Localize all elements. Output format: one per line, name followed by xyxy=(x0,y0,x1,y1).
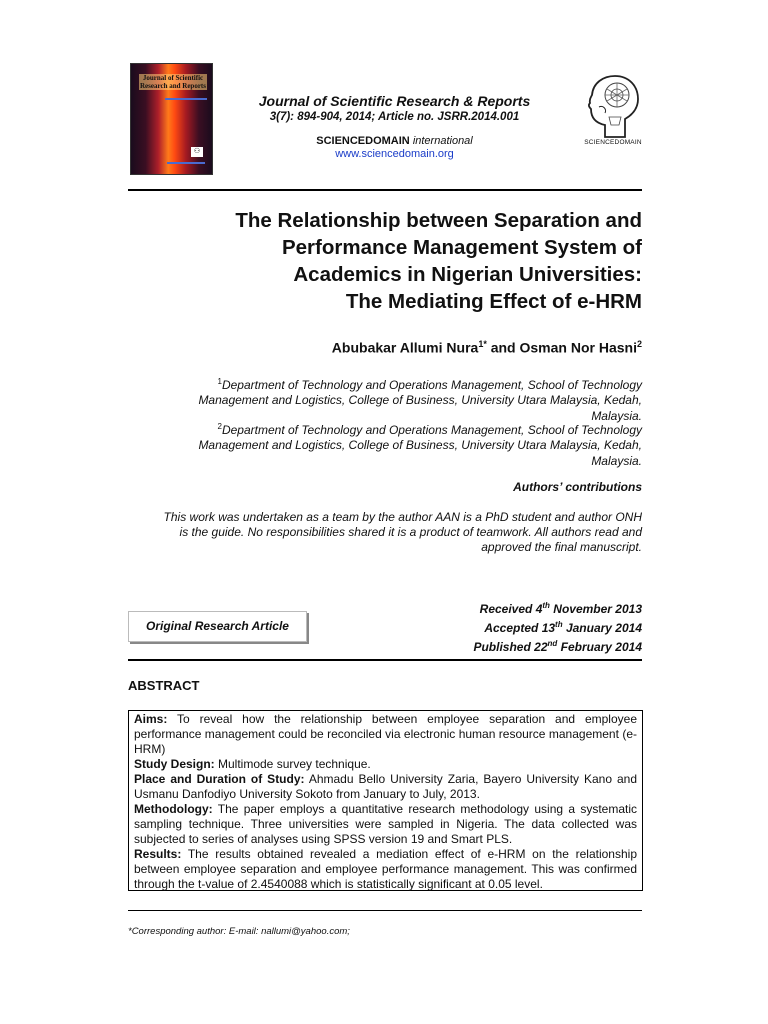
affiliation-line: Malaysia. xyxy=(591,453,642,468)
date-ordinal: th xyxy=(542,601,550,610)
publisher xyxy=(232,135,557,148)
date-text: February 2014 xyxy=(557,640,642,654)
journal-name: Journal of Scientific Research & Reports xyxy=(258,93,531,109)
author-affil-marker: 1* xyxy=(478,339,487,349)
affiliation xyxy=(150,374,642,424)
cover-logo-icon: ⚇ xyxy=(191,147,203,157)
header-rule xyxy=(128,189,642,191)
date-text: Published 22 xyxy=(473,640,548,654)
cover-title xyxy=(139,74,207,90)
abstract-design xyxy=(134,757,637,772)
abstract-label: Results: xyxy=(134,847,182,861)
corresponding-author-footnote: *Corresponding author: E-mail: nallumi@yahoo.com; xyxy=(128,926,350,937)
publication-dates xyxy=(400,598,642,655)
contributions-line: approved the final manuscript. xyxy=(481,540,642,554)
cover-divider xyxy=(167,162,205,164)
author-list xyxy=(200,339,642,356)
abstract-aims xyxy=(134,712,637,757)
affiliation-line: Malaysia. xyxy=(591,408,642,423)
abstract-text: The results obtained revealed a mediation effect of e-HRM on the relationship between employee separation and employee performance management. This was confirmed through the t-value of 2.4540088 which is statistically significant at 0.05 level. xyxy=(134,847,637,891)
abstract-label: Place and Duration of Study: xyxy=(134,772,305,786)
cover-title-line2: Research and Reports xyxy=(140,82,206,90)
published-date xyxy=(400,636,642,655)
abstract-methodology xyxy=(134,802,637,847)
author-affil-marker: 2 xyxy=(636,339,642,349)
affiliation-line xyxy=(150,419,642,438)
affiliation-line: Management and Logistics, College of Business, University Utara Malaysia, Kedah, xyxy=(198,438,642,453)
title-line: The Relationship between Separation and xyxy=(235,209,642,232)
abstract-heading: ABSTRACT xyxy=(128,678,200,693)
abstract-text: Multimode survey technique. xyxy=(214,757,371,771)
journal-website-link[interactable]: www.sciencedomain.org xyxy=(335,148,454,160)
publisher-suffix: international xyxy=(412,135,473,147)
affiliation-line: Management and Logistics, College of Business, University Utara Malaysia, Kedah, xyxy=(198,393,642,408)
date-text: November 2013 xyxy=(549,602,642,616)
date-ordinal: th xyxy=(555,620,563,629)
date-text: January 2014 xyxy=(562,621,642,635)
sciencedomain-logo xyxy=(582,73,644,153)
abstract-label: Methodology: xyxy=(134,802,213,816)
contributions-text xyxy=(128,510,642,555)
publisher-name: SCIENCEDOMAIN xyxy=(316,135,410,147)
affiliation-text: Department of Technology and Operations Management, School of Technology xyxy=(221,378,642,392)
author-name: Osman Nor Hasni xyxy=(519,339,637,356)
title-line: The Mediating Effect of e-HRM xyxy=(345,290,642,313)
journal-volume: 3(7): 894-904, 2014; Article no. JSRR.2014.001 xyxy=(269,111,520,123)
abstract-label: Study Design: xyxy=(134,757,215,771)
section-rule xyxy=(128,659,642,661)
contributions-line: is the guide. No responsibilities shared it is a product of teamwork. All authors read and xyxy=(179,525,642,539)
abstract-label: Aims: xyxy=(134,712,168,726)
abstract-text: To reveal how the relationship between employee separation and employee performance management could be reconciled via electronic human resource management (e-HRM) xyxy=(134,712,637,756)
abstract-text: The paper employs a quantitative research methodology using a systematic sampling technique. Three universities were sampled in Nigeria. The data collected was subjected to series of analyses using SPSS version 19 and Smart PLS. xyxy=(134,802,637,846)
title-line: Performance Management System of xyxy=(281,236,642,259)
affiliation xyxy=(150,419,642,469)
date-ordinal: nd xyxy=(547,639,558,648)
contributions-line: This work was undertaken as a team by the author AAN is a PhD student and author ONH xyxy=(163,510,642,524)
article-type-badge: Original Research Article xyxy=(128,611,307,642)
affiliation-line xyxy=(150,374,642,393)
affiliation-marker: 2 xyxy=(217,422,222,431)
date-text: Accepted 13 xyxy=(484,621,556,635)
date-text: Received 4 xyxy=(479,602,543,616)
paper-title xyxy=(170,207,642,315)
author-conjunction: and xyxy=(486,339,520,356)
journal-header xyxy=(232,93,557,161)
cover-title-line1: Journal of Scientific xyxy=(142,74,204,82)
abstract-text: Ahmadu Bello University Zaria, Bayero University Kano and Usmanu Danfodiyo University Sokoto from January to July, 2013. xyxy=(134,772,637,801)
contributions-heading: Authors’ contributions xyxy=(513,480,642,494)
affiliation-marker: 1 xyxy=(217,377,222,386)
accepted-date xyxy=(400,617,642,636)
title-line: Academics in Nigerian Universities: xyxy=(293,263,642,286)
cover-band xyxy=(165,98,207,100)
abstract-box xyxy=(128,710,643,891)
abstract-results xyxy=(134,847,637,892)
head-profile-icon xyxy=(585,73,641,141)
abstract-place xyxy=(134,772,637,802)
journal-cover-image xyxy=(130,63,213,175)
footnote-rule xyxy=(128,910,642,911)
received-date xyxy=(400,598,642,617)
affiliation-text: Department of Technology and Operations Management, School of Technology xyxy=(221,423,642,437)
author-name: Abubakar Allumi Nura xyxy=(331,339,479,356)
logo-label: SCIENCEDOMAIN xyxy=(584,139,642,146)
